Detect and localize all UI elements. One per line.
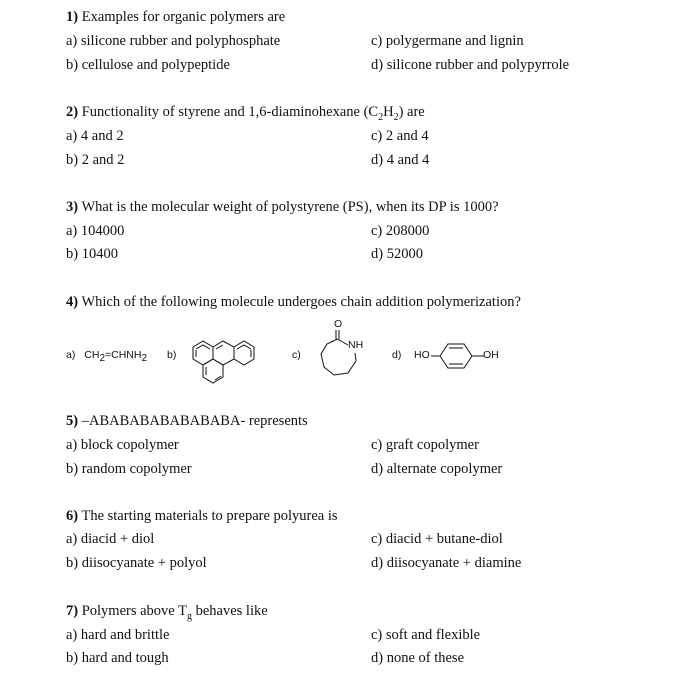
option-c: c) soft and flexible <box>371 627 481 643</box>
option-a: a) silicone rubber and polyphosphate <box>66 33 281 49</box>
option-d: d) alternate copolymer <box>371 461 503 477</box>
option-b: b) 2 and 2 <box>66 152 125 168</box>
question-text: Polymers above $T_g$ behaves like <box>81 603 268 622</box>
question-number: 2) <box>66 104 79 120</box>
question-number: 7) <box>66 603 79 619</box>
option-a: a) 104000 <box>66 223 125 239</box>
question-1 <box>66 8 285 26</box>
option-d: d) diisocyanate + diamine <box>371 555 522 571</box>
option-d: d) none of these <box>371 650 465 666</box>
carbonyl-oxygen: O <box>334 318 343 330</box>
question-text: The starting materials to prepare polyurea is <box>81 508 338 524</box>
option-a: a) diacid + diol <box>66 531 155 547</box>
option-c: c) 2 and 4 <box>371 128 429 144</box>
hydroxyl-right: OH <box>483 349 499 361</box>
option-a: a) block copolymer <box>66 437 179 453</box>
option-d: d) 4 and 4 <box>371 152 430 168</box>
option-c: c) graft copolymer <box>371 437 479 453</box>
question-number: 3) <box>66 199 79 215</box>
option-c: c) polygermane and lignin <box>371 33 524 49</box>
option-d: d) silicone rubber and polypyrrole <box>371 57 570 73</box>
question-3 <box>66 198 499 216</box>
question-7 <box>66 602 268 620</box>
question-text: What is the molecular weight of polystyrene (PS), when its DP is 1000? <box>81 199 499 215</box>
question-5 <box>66 412 308 430</box>
question-text: Examples for organic polymers are <box>81 9 286 25</box>
option-a: a) hard and brittle <box>66 627 170 643</box>
question-text: –ABABABABABABABA- represents <box>81 413 308 429</box>
option-c: c) 208000 <box>371 223 430 239</box>
hydroquinone-ring <box>430 341 486 371</box>
question-4 <box>66 293 521 311</box>
option-b: b) random copolymer <box>66 461 192 477</box>
option-b: b) 10400 <box>66 246 118 262</box>
option-a: a) 4 and 2 <box>66 128 124 144</box>
molecule-b-label: b) <box>167 349 177 361</box>
question-number: 1) <box>66 9 79 25</box>
molecule-label: a) <box>66 349 76 361</box>
option-d: d) 52000 <box>371 246 423 262</box>
question-6 <box>66 507 338 525</box>
option-b: b) diisocyanate + polyol <box>66 555 207 571</box>
option-b: b) hard and tough <box>66 650 169 666</box>
hydroxyl-left: HO <box>414 349 430 361</box>
option-c: c) diacid + butane-diol <box>371 531 503 547</box>
phenanthrene-structure <box>186 336 272 394</box>
question-number: 5) <box>66 413 79 429</box>
question-2 <box>66 103 425 121</box>
molecule-a <box>66 349 148 365</box>
question-number: 6) <box>66 508 79 524</box>
option-b: b) cellulose and polypeptide <box>66 57 230 73</box>
vinylamine-formula: $CH_2=CHNH_2$ <box>84 349 148 365</box>
question-text: Which of the following molecule undergoes chain addition polymerization? <box>81 294 521 310</box>
molecule-d-label: d) <box>392 349 402 361</box>
amide-nh: NH <box>348 339 364 351</box>
molecule-c-label: c) <box>292 349 301 361</box>
question-text: Functionality of styrene and 1,6-diaminohexane $(C_2H_2)$ are <box>81 104 425 123</box>
question-number: 4) <box>66 294 79 310</box>
